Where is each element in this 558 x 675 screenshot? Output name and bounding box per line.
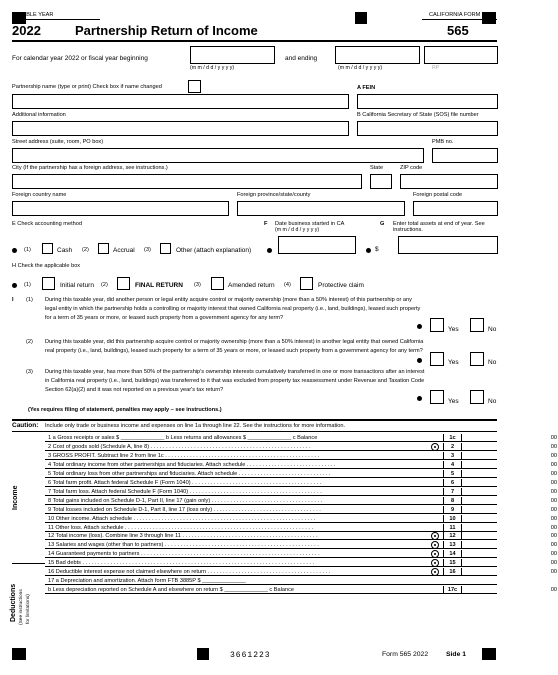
deductions-sub-1: (See instructions [19, 589, 24, 625]
line-number: 6 [443, 479, 461, 487]
line-number: 3 [443, 452, 461, 460]
line-row-10 [45, 515, 557, 523]
deductions-section-label: Deductions [10, 583, 17, 622]
zip-label: ZIP code [400, 165, 423, 171]
fein-label: A FEIN [357, 85, 376, 91]
final-return-checkbox[interactable] [117, 277, 130, 290]
line-amount-field[interactable] [461, 479, 558, 487]
line-row-6 [45, 479, 557, 487]
line-amount-field[interactable] [461, 488, 558, 496]
line-number: 14 [443, 550, 461, 558]
accrual-num: (2) [82, 247, 89, 253]
initial-return-checkbox[interactable] [42, 277, 55, 290]
additional-info-label: Additional information [12, 112, 66, 118]
zip-field[interactable] [400, 174, 498, 189]
cents-value: 00 [550, 515, 557, 522]
cents-value: 00 [550, 497, 557, 504]
q3-no-checkbox[interactable] [470, 390, 484, 404]
pmb-label: PMB no. [432, 139, 454, 145]
line-number: 2 [443, 443, 461, 451]
q3-yes-label: Yes [448, 398, 459, 405]
street-field[interactable] [12, 148, 424, 163]
registration-mark-bottom-left [12, 648, 26, 660]
date-started-format: (m m / d d / y y y y) [275, 227, 320, 233]
line-text: 11 Other loss. Attach schedule . . . . . . . . . . . . . . . . . . . . . . . . . . . . . . . . . . . . . . . . . . . . . . . . . . . . . . . . . . . . . [48, 524, 314, 531]
protective-num: (4) [284, 282, 291, 288]
cents-value: 00 [550, 443, 557, 450]
bullet-other [267, 248, 272, 253]
line-row-2 [45, 443, 557, 451]
line-text: 12 Total income (loss). Combine line 3 through line 11 . . . . . . . . . . . . . . . . . . . . . . . . . . . . . . . . . . . . . . . . . . . . [48, 533, 318, 540]
total-assets-field[interactable] [398, 236, 498, 254]
line-amount-field[interactable] [461, 568, 558, 576]
circle-marker-icon [431, 443, 439, 451]
registration-mark-bottom-center [197, 648, 209, 660]
line-row-1c [45, 434, 557, 442]
rp-field[interactable] [424, 46, 498, 64]
line-number: 12 [443, 532, 461, 540]
period-ending-label: and ending [285, 55, 318, 62]
line-number: 16 [443, 568, 461, 576]
line-amount-field[interactable] [461, 434, 558, 442]
line-text: 16 Deductible interest expense not claimed elsewhere on return . . . . . . . . . . . . . . . . . . . . . . . . . . . . . . . . . . . . . . . . [48, 569, 331, 576]
accrual-label: Accrual [113, 247, 135, 254]
line-row-5 [45, 470, 557, 478]
line-number: 10 [443, 515, 461, 523]
bullet-q1 [417, 324, 422, 329]
i-letter: I [12, 297, 14, 303]
cents-value: 00 [550, 560, 557, 567]
final-return-label: FINAL RETURN [135, 282, 183, 289]
line-text: 6 Total farm profit. Attach federal Schedule F (Form 1040) . . . . . . . . . . . . . . . . . . . . . . . . . . . . . . . . . . . . . . . . . . [48, 479, 322, 486]
line-row-16 [45, 568, 557, 576]
accounting-method-label: E Check accounting method [12, 221, 82, 227]
line-amount-field[interactable] [461, 559, 558, 567]
additional-info-field[interactable] [12, 121, 349, 136]
name-changed-checkbox[interactable] [188, 80, 201, 93]
line-number: 17c [443, 586, 461, 594]
final-num: (2) [101, 282, 108, 288]
q3-yes-checkbox[interactable] [430, 390, 444, 404]
header-rule-2 [422, 19, 497, 20]
question-3-text: During this taxable year, has more than 50% of the partnership's ownership interests cumulatively transferred in one or more transactions after an interest in California real property (i.e., land, buildings) was transferred to it that was excluded from property tax reassessment under Revenue and Taxation Code Section 62(a)(2) and it was not reported on a previous year's tax return? [45, 369, 425, 393]
cents-value: 00 [550, 551, 557, 558]
yes-filing-note: (Yes requires filing of statement, penalties may apply – see instructions.) [28, 407, 222, 413]
registration-mark-top-center [355, 12, 367, 24]
line-text: 1 a Gross receipts or sales $ ______________ b Less returns and allowances $ ______________ c Balance [48, 435, 318, 441]
cents-value: 00 [550, 569, 557, 576]
form-id-footer: Form 565 2022 [382, 651, 429, 658]
cents-value: 00 [550, 435, 557, 441]
q1-yes-label: Yes [448, 326, 459, 333]
cents-value: 00 [550, 524, 557, 531]
line-amount-field[interactable] [461, 470, 558, 478]
side-label: Side 1 [446, 651, 467, 658]
line-text: 14 Guaranteed payments to partners . . . . . . . . . . . . . . . . . . . . . . . . . . . . . . . . . . . . . . . . . . . . . . . . . . . . . . . . . . [48, 551, 320, 558]
accrual-checkbox[interactable] [98, 243, 109, 254]
rp-label: RP [432, 65, 440, 71]
line-row-4 [45, 461, 557, 469]
line-amount-field[interactable] [461, 532, 558, 540]
line-number: 5 [443, 470, 461, 478]
assets-dollar-sign: $ [375, 246, 379, 253]
other-method-label: Other (attach explanation) [176, 247, 252, 254]
form-title: Partnership Return of Income [75, 23, 258, 38]
date-started-field[interactable] [278, 236, 356, 254]
partnership-name-label: Partnership name (type or print) Check box if name changed [12, 84, 162, 90]
line-text: 2 Cost of goods sold (Schedule A, line 8) . . . . . . . . . . . . . . . . . . . . . . . . . . . . . . . . . . . . . . . . . . . . . . . . . . . . [48, 443, 311, 450]
state-label: State [370, 165, 384, 171]
foreign-province-label: Foreign province/state/county [237, 192, 311, 198]
line-number: 7 [443, 488, 461, 496]
line-number [443, 577, 461, 585]
line-row-7 [45, 488, 557, 496]
line-text: 3 GROSS PROFIT. Subtract line 2 from line 1c . . . . . . . . . . . . . . . . . . . . . . . . . . . . . . . . . . . . . . . . . . . . . . . . . . [48, 452, 320, 459]
line-number: 11 [443, 524, 461, 532]
cents-value: 00 [550, 542, 557, 549]
line-number: 15 [443, 559, 461, 567]
line-text: 7 Total farm loss. Attach federal Schedule F (Form 1040) . . . . . . . . . . . . . . . . . . . . . . . . . . . . . . . . . . . . . . . . . . . [48, 488, 322, 495]
line-number: 13 [443, 541, 461, 549]
taxable-year-label: TAXABLE YEAR [12, 12, 54, 18]
caution-text: Include only trade or business income and expenses on line 1a through line 22. See the instructions for more information. [45, 423, 346, 429]
cents-value: 00 [550, 506, 557, 513]
california-form-label: CALIFORNIA FORM [429, 12, 481, 18]
amended-num: (3) [194, 282, 201, 288]
date-format-end: (m m / d d / y y y y) [338, 65, 383, 71]
registration-mark-top-right [482, 12, 496, 24]
cents-value: 00 [550, 470, 557, 477]
line-number: 8 [443, 497, 461, 505]
date-format-begin: (m m / d d / y y y y) [190, 65, 235, 71]
applicable-box-label: H Check the applicable box [12, 263, 81, 269]
state-field[interactable] [370, 174, 392, 189]
circle-marker-icon [431, 532, 439, 540]
line-amount-field[interactable] [461, 461, 558, 469]
circle-marker-icon [431, 568, 439, 576]
line-number: 9 [443, 506, 461, 514]
line-amount-field[interactable] [461, 506, 558, 514]
line-row-12 [45, 532, 557, 540]
question-1-text: During this taxable year, did another person or legal entity acquire control or majority ownership (more than a 50% interest) of this partnership or any legal entity in which the partnership holds a controlling or majority interest that owned California real property (i.e., land, buildings), leased such property for a term of 35 years or more, or leased such property from a government agency for any term? [45, 297, 421, 321]
protective-claim-checkbox[interactable] [300, 277, 313, 290]
line-amount-field[interactable] [461, 515, 558, 523]
line-text: 5 Total ordinary loss from other partnerships and fiduciaries. Attach schedule . . . . . . . . . . . . . . . . . . . . . . . . . . . . . . [48, 470, 331, 477]
line-number: 4 [443, 461, 461, 469]
period-text: For calendar year 2022 or fiscal year beginning [12, 55, 148, 62]
foreign-country-label: Foreign country name [12, 192, 67, 198]
line-row-17a [45, 577, 497, 585]
q1-yes-checkbox[interactable] [430, 318, 444, 332]
line-text: 10 Other income. Attach schedule . . . . . . . . . . . . . . . . . . . . . . . . . . . . . . . . . . . . . . . . . . . . . . . . . . . . . . . . . . . [48, 515, 316, 522]
line-row-17c [45, 586, 557, 594]
bullet-q2 [417, 358, 422, 363]
q2-no-checkbox[interactable] [470, 352, 484, 366]
f-letter: F [264, 221, 268, 227]
fiscal-end-field[interactable] [335, 46, 420, 64]
registration-mark-bottom-right [482, 648, 496, 660]
pmb-field[interactable] [432, 148, 498, 163]
bullet-applicable [12, 283, 17, 288]
other-method-checkbox[interactable] [160, 243, 171, 254]
circle-marker-icon [431, 559, 439, 567]
line-amount-field[interactable] [461, 443, 558, 451]
partnership-name-field[interactable] [12, 94, 349, 109]
cents-value: 00 [550, 533, 557, 540]
cash-num: (1) [24, 247, 31, 253]
sos-file-number-field[interactable] [357, 121, 498, 136]
deductions-sub-2: for limitations) [26, 594, 31, 624]
q3-num: (3) [26, 369, 33, 375]
city-label: City (If the partnership has a foreign address, see instructions.) [12, 165, 168, 171]
line-amount-field[interactable] [461, 586, 558, 594]
foreign-country-field[interactable] [12, 201, 229, 216]
line-row-3 [45, 452, 557, 460]
income-section-label: Income [12, 485, 19, 510]
caution-label: Caution: [12, 422, 39, 429]
foreign-postal-label: Foreign postal code [413, 192, 463, 198]
cents-value: 00 [550, 488, 557, 495]
line-text: b Less depreciation reported on Schedule A and elsewhere on return $ ______________ c Balance [48, 587, 294, 594]
circle-marker-icon [431, 541, 439, 549]
street-label: Street address (suite, room, PO box) [12, 139, 104, 145]
initial-return-label: Initial return [60, 282, 94, 289]
cash-label: Cash [57, 247, 73, 254]
header-rule-main [12, 40, 497, 42]
line-amount-field[interactable] [461, 577, 558, 585]
amended-return-label: Amended return [228, 282, 275, 289]
q1-no-checkbox[interactable] [470, 318, 484, 332]
cents-value: 00 [550, 452, 557, 459]
bullet-assets [366, 248, 371, 253]
line-text: 9 Total losses included on Schedule D-1, Part II, line 17 (loss only) . . . . . . . . . . . . . . . . . . . . . . . . . . . . . . . . . . . [48, 506, 321, 513]
q3-no-label: No [488, 398, 497, 405]
fein-field[interactable] [357, 94, 498, 109]
cents-value: 00 [550, 479, 557, 486]
form-number: 565 [447, 23, 469, 38]
circle-marker-icon [431, 550, 439, 558]
foreign-postal-field[interactable] [413, 201, 498, 216]
line-row-15 [45, 559, 557, 567]
g-letter: G [380, 221, 385, 227]
caution-rule-bottom [12, 431, 497, 432]
q2-yes-checkbox[interactable] [430, 352, 444, 366]
line-row-13 [45, 541, 557, 549]
line-amount-field[interactable] [461, 524, 558, 532]
tax-year: 2022 [12, 23, 41, 38]
line-amount-field[interactable] [461, 550, 558, 558]
line-text: 17 a Depreciation and amortization. Attach form FTB 3885P $ ______________ [48, 578, 246, 585]
line-row-9 [45, 506, 557, 514]
bullet-q3 [417, 396, 422, 401]
q1-no-label: No [488, 326, 497, 333]
protective-claim-label: Protective claim [318, 282, 364, 289]
q2-num: (2) [26, 339, 33, 345]
bullet-accounting [12, 248, 17, 253]
line-row-8 [45, 497, 557, 505]
line-text: 4 Total ordinary income from other partnerships and fiduciaries. Attach schedule . . . . . . . . . . . . . . . . . . . . . . . . . . . . . [48, 461, 336, 468]
q1-num: (1) [26, 297, 33, 303]
cents-value: 00 [550, 461, 557, 468]
header-rule-1 [12, 19, 100, 20]
fiscal-begin-field[interactable] [190, 46, 275, 64]
line-row-11 [45, 524, 557, 532]
city-field[interactable] [12, 174, 362, 189]
line-amount-field[interactable] [461, 497, 558, 505]
barcode-number: 3661223 [230, 651, 271, 660]
line-row-14 [45, 550, 557, 558]
cents-value: 00 [550, 587, 557, 594]
line-amount-field[interactable] [461, 541, 558, 549]
total-assets-label: Enter total assets at end of year. See instructions. [393, 221, 485, 234]
q2-yes-label: Yes [448, 359, 459, 366]
other-method-num: (3) [144, 247, 151, 253]
foreign-province-field[interactable] [237, 201, 405, 216]
line-text: 15 Bad debts . . . . . . . . . . . . . . . . . . . . . . . . . . . . . . . . . . . . . . . . . . . . . . . . . . . . . . . . . . . . . . . . . . . . . . . . . . . [48, 560, 315, 567]
line-text: 8 Total gains included on Schedule D-1, Part II, line 17 (gain only) . . . . . . . . . . . . . . . . . . . . . . . . . . . . . . . . . . . . [48, 497, 323, 504]
question-2-text: During this taxable year, did this partnership acquire control or majority ownership (more than a 50% interest) in another legal entity that owned California real property (i.e., land, buildings), leased such property for a term of 35 years or more, or leased such property from a government agency for any term? [45, 339, 424, 354]
caution-rule-top [12, 419, 497, 421]
amended-return-checkbox[interactable] [211, 277, 224, 290]
line-text: 13 Salaries and wages (other than to partners) . . . . . . . . . . . . . . . . . . . . . . . . . . . . . . . . . . . . . . . . . . . . . . . . . . [48, 542, 319, 549]
sos-label: B California Secretary of State (SOS) file number [357, 112, 479, 118]
section-divider [12, 563, 45, 564]
initial-num: (1) [24, 282, 31, 288]
date-started-label: Date business started in CA [275, 221, 345, 227]
cash-checkbox[interactable] [42, 243, 53, 254]
line-number: 1c [443, 434, 461, 442]
line-amount-field[interactable] [461, 452, 558, 460]
q2-no-label: No [488, 359, 497, 366]
